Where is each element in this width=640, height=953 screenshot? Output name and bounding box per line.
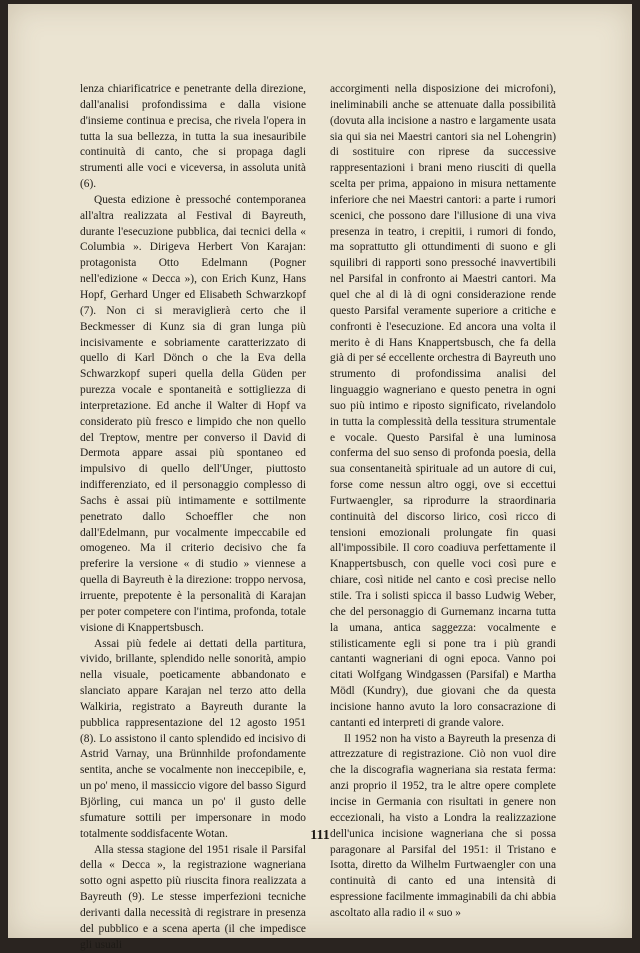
page-number: 111 [8, 828, 632, 844]
paragraph: lenza chiarificatrice e penetrante della direzione, dall'analisi profondissima e dalla visione d'insieme continua e precisa, che rivela l'opera in tutta la sua bellezza, in tutta la sua inesauribile continuità di canto, che si propaga dagli strumenti alle voci e viceversa, in assoluta unità (6). [80, 82, 306, 193]
book-page [8, 4, 632, 938]
paragraph: Assai più fedele ai dettati della partitura, vivido, brillante, splendido nelle sonorità, ampio nella visuale, poeticamente abbandonato e slanciato appare Karajan nel terzo atto della Walkiria, registrato a Bayreuth durante la pubblica rappresentazione del 12 agosto 1951 (8). Lo assistono il canto splendido ed incisivo di Astrid Varnay, una Brünnhilde profondamente sentita, anche se vocalmente non ineccepibile, e, un po' meno, il massiccio vigore del basso Sigurd Björling, cui manca un po' il gusto delle sfumature sottili per impersonare in modo totalmente soddisfacente Wotan. [80, 637, 306, 843]
paragraph: Questa edizione è pressoché contemporanea all'altra realizzata al Festival di Bayreuth, durante l'esecuzione pubblica, dai tecnici della « Columbia ». Dirigeva Herbert Von Karajan: protagonista Otto Edelmann (Pogner nell'edizione « Decca »), con Erich Kunz, Hans Hopf, Gerhard Unger ed Elisabeth Schwarzkopf (7). Non ci si meraviglierà certo che il Beckmesser di Kunz sia di gran lunga più incisivamente e sobriamente caratterizzato di quello di Karl Dönch o che la Eva della Schwarzkopf superi quella della Güden per purezza vocale e spontaneità e sottigliezza di interpretazione. Ed anche il Walter di Hopf va considerato più fresco e limpido che non quello del Treptow, mentre per converso il David di Dermota appare assai più spontaneo ed impulsivo di quello dell'Unger, piuttosto indifferenziato, ed il personaggio complesso di Sachs è assai più intimamente e sottilmente penetrato dallo Schoeffler che non dall'Edelmann, pur vocalmente impeccabile ed omogeneo. Ma il criterio decisivo che fa preferire la versione « di studio » viennese a quella di Bayreuth è la direzione: troppo nervosa, irruente, prepotente è la personalità di Karajan per poter competere con l'intima, profonda, totale visione di Knappertsbusch. [80, 193, 306, 637]
paragraph: accorgimenti nella disposizione dei microfoni), ineliminabili anche se attenuate dalla possibilità (dovuta alla incisione a nastro e largamente usata sia qui sia nei Maestri cantori sia nel Lohengrin) di sostituire con riprese da successive rappresentazioni i brani meno riusciti di quella scelta per prima, appaiono in misura nettamente inferiore che nei Maestri cantori: a parte i rumori scenici, che possono dare l'illusione di una viva presenza in teatro, i crepitii, i rumori di fondo, ma soprattutto gli ottundimenti di suono e gli squilibri di rapporti sono pressoché inavvertibili nel Parsifal in confronto ai Maestri cantori. Ma quel che al di là di ogni considerazione rende questo Parsifal veramente superiore a critiche e confronti è l'esecuzione. Ed ancora una volta il merito è di Hans Knappertsbusch, che fa della già di per sé eccellente orchestra di Bayreuth uno strumento di profondissima analisi del linguaggio wagneriano e questo penetra in ogni suo più intimo e riposto significato, rivelandolo in tutta la complessità della tessitura strumentale e vocale. Questo Parsifal è una luminosa conferma del suo senso di profonda poesia, della sua consentaneità spirituale ad un autore di cui, forse come nessun altro oggi, ove si eccettui Furtwaengler, sa riprodurre la straordinaria continuità del discorso lirico, così ricco di tensioni emozionali prolungate fin quasi all'impossibile. Il coro coadiuva perfettamente il Knappertsbusch, con quelle voci così pure e chiare, così nitide nel canto e così precise nello stile. Tra i solisti spicca il basso Ludwig Weber, che del personaggio di Gurnemanz incarna tutta la umana, antica saggezza: vocalmente e stilisticamente egli si pone tra i più grandi cantanti wagneriani di ogni epoca. Vanno poi citati Wolfgang Windgassen (Parsifal) e Martha Mödl (Kundry), due giovani che da questa incisione hanno avuto la loro consacrazione di cantanti ed interpreti di grande valore. [330, 82, 556, 732]
right-column [330, 82, 556, 922]
paragraph: Alla stessa stagione del 1951 risale il Parsifal della « Decca », la registrazione wagneriana sotto ogni aspetto più riuscita finora realizzata a Bayreuth (9). Le stesse imperfezioni tecniche derivanti dalla necessità di registrare in presenza del pubblico e a scena aperta (il che impedisce gli usuali [80, 843, 306, 953]
left-column [80, 82, 306, 953]
paragraph: Il 1952 non ha visto a Bayreuth la presenza di attrezzature di registrazione. Ciò non vuol dire che la discografia wagneriana sia restata ferma: anzi proprio il 1952, tra le altre opere complete incise in Germania con risultati in genere non eccezionali, ha visto a Londra la realizzazione dell'unica incisione wagneriana che si possa paragonare al Parsifal del 1951: il Tristano e Isotta, diretto da Wilhelm Furtwaengler con una continuità di canto ed una intensità di espressione facilmente immaginabili da chi abbia ascoltato alla radio il « suo » [330, 732, 556, 922]
